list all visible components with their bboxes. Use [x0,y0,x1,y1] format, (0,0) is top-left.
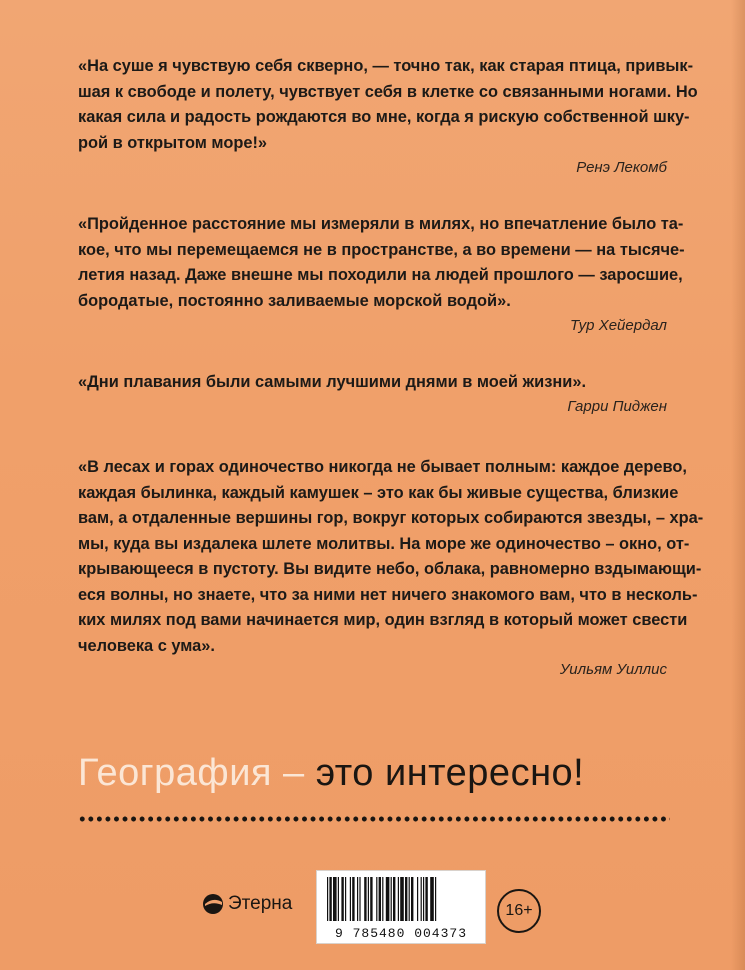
eterna-logo-icon [202,893,224,915]
quote-line: «Пройденное расстояние мы измеряли в милях, но впечатление было та- [78,215,684,233]
quote-pidgeon [78,370,670,396]
cover-edge-shadow [731,0,745,970]
quote-heyerdahl [78,212,685,314]
quote-lecomb [78,54,698,156]
quote-willis [78,455,704,659]
age-rating-label: 16+ [505,902,533,919]
publisher-name: Этерна [228,893,293,914]
quote-line: «На суше я чувствую себя скверно, — точно так, как старая птица, привык- [78,57,694,75]
quote-line: какая сила и радость рождаются во мне, когда я рискую собственной шку- [78,108,690,126]
quote-author: Уильям Уиллис [559,661,667,678]
quote-line: вам, а отдаленные вершины гор, вокруг которых собираются звезды, – хра- [78,509,704,527]
isbn-barcode [316,870,486,944]
quote-line: человека с ума». [78,636,215,655]
quote-line: летия назад. Даже внешне мы походили на людей прошлого — заросшие, [78,266,683,284]
age-rating-badge [497,889,541,933]
quote-line: «В лесах и горах одиночество никогда не бывает полным: каждое дерево, [78,458,687,476]
publisher-logo [202,893,292,915]
quote-line: ких милях под вами начинается мир, один взгляд в который может свести [78,611,688,629]
series-slogan [78,752,584,795]
quote-author: Гарри Пиджен [567,398,667,415]
quote-author: Тур Хейердал [570,317,667,334]
quote-line: каждая былинка, каждый камушек – это как бы живые существа, близкие [78,483,679,502]
quote-line: «Дни плавания были самыми лучшими днями в моей жизни». [78,373,587,391]
quote-line: шая к свободе и полету, чувствует себя в клетке со связанными ногами. Но [78,82,698,101]
quote-line: кое, что мы перемещаемся не в пространстве, а во времени — на тысяче- [78,240,685,259]
quote-author: Ренэ Лекомб [576,159,667,176]
slogan-part-light: География – [78,752,316,794]
slogan-part-dark: это интересно! [315,752,585,794]
isbn-number: 9 785480 004373 [334,926,468,941]
dotted-divider [78,815,670,823]
quote-line: крывающееся в пустоту. Вы видите небо, облака, равномерно вздымающи- [78,560,702,578]
quote-line: мы, куда вы издалека шлете молитвы. На море же одиночество – окно, от- [78,534,690,553]
barcode-bars [327,877,475,921]
quote-line: бородатые, постоянно заливаемые морской водой». [78,291,511,310]
quote-line: рой в открытом море!» [78,133,268,152]
quote-line: еся волны, но знаете, что за ними нет ничего знакомого вам, что в несколь- [78,585,698,604]
